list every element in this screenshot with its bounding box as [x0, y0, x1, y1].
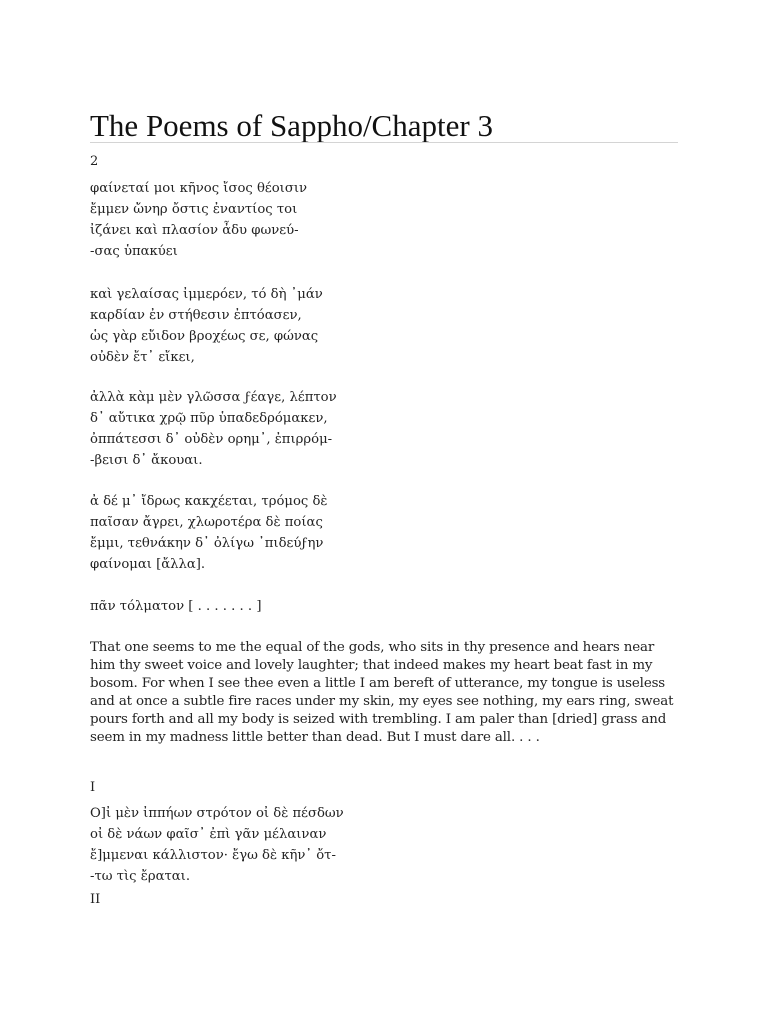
verse-line: οἰ δὲ νάων φαῖσ᾽ ἐπὶ γᾶν μέλαιναν	[90, 827, 327, 842]
verse-line: ἰζάνει καὶ πλασίον ἆδυ φωνεύ-	[90, 223, 299, 238]
title-divider	[90, 142, 678, 143]
verse-line: ἔμμι, τεθνάκην δ᾽ ὀλίγω ᾽πιδεύϝην	[90, 536, 324, 551]
verse-line: καὶ γελαίσας ἰμμερόεν, τό δὴ ᾽μάν	[90, 287, 323, 302]
english-translation: That one seems to me the equal of the gods, who sits in thy presence and hears near him thy sweet voice and lovely laughter; that indeed makes my heart beat fast in my bosom. For when I see thee even a little I am bereft of utterance, my tongue is useless and at once a subtle fire races under my skin, my eyes see nothing, my ears ring, sweat pours forth and all my body is seized with trembling. I am paler than [dried] grass and seem in my madness little better than dead. But I must dare all. . . .	[90, 640, 674, 745]
verse-line: ἔ]μμεναι κάλλιστον· ἔγω δὲ κῆν᾽ ὄτ-	[90, 848, 336, 863]
greek-stanza-2	[90, 284, 323, 368]
greek-stanza-4	[90, 491, 328, 575]
verse-line: ὀππάτεσσι δ᾽ οὐδὲν ορημ᾽, ἐπιρρόμ-	[90, 432, 333, 447]
verse-line: ἔμμεν ὤνηρ ὄστις ἐναντίος τοι	[90, 202, 298, 217]
greek-stanza-1	[90, 178, 307, 262]
verse-line: ἀλλὰ κὰμ μὲν γλῶσσα ϝέαγε, λέπτον	[90, 390, 337, 405]
verse-line: -βεισι δ᾽ ἄκουαι.	[90, 453, 203, 468]
verse-line: -τω τὶς ἔραται.	[90, 869, 191, 884]
verse-line: φαίνεταί μοι κῆνος ἴσος θέοισιν	[90, 181, 308, 196]
verse-line: φαίνομαι [ἄλλα].	[90, 557, 206, 572]
greek-stanza-5	[90, 596, 261, 617]
poem-number-II: II	[90, 892, 101, 907]
verse-line: ἀ δέ μ᾽ ἴδρως κακχέεται, τρόμος δὲ	[90, 494, 328, 509]
verse-line: καρδίαν ἐν στήθεσιν ἐπτόασεν,	[90, 308, 302, 323]
verse-line: πᾶν τόλματον [ . . . . . . . ]	[90, 599, 262, 614]
verse-line: οὐδὲν ἔτ᾽ εἴκει,	[90, 350, 195, 365]
verse-line: δ᾽ αὔτικα χρῷ πῦρ ὑπαδεδρόμακεν,	[90, 411, 328, 426]
verse-line: παῖσαν ἄγρει, χλωροτέρα δὲ ποίας	[90, 515, 323, 530]
greek-stanza-I	[90, 803, 344, 887]
greek-stanza-3	[90, 387, 337, 471]
poem-number-2: 2	[90, 154, 99, 169]
verse-line: Ο]ἰ μὲν ἰππήων στρότον οἰ δὲ πέσδων	[90, 806, 344, 821]
page-title: The Poems of Sappho/Chapter 3	[90, 108, 493, 143]
verse-line: ὡς γὰρ εὔιδον βροχέως σε, φώνας	[90, 329, 319, 344]
poem-number-I: I	[90, 780, 96, 795]
verse-line: -σας ὑπακύει	[90, 244, 178, 259]
